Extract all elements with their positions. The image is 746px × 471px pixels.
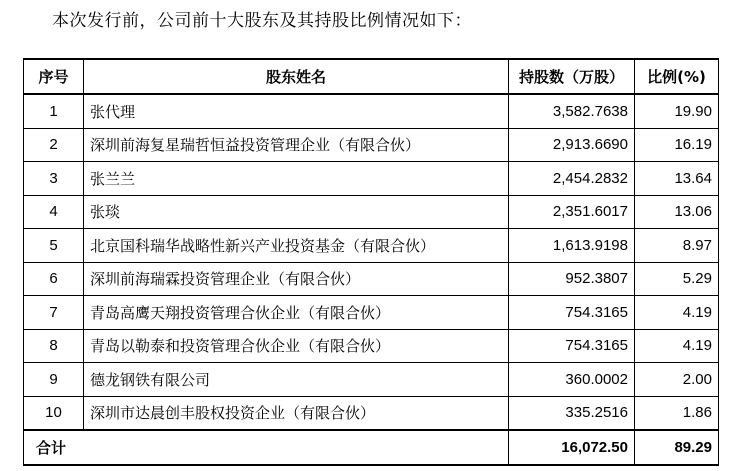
total-label: 合计 xyxy=(24,430,509,465)
table-row xyxy=(24,195,719,229)
row-name: 张琰 xyxy=(84,195,509,229)
row-shares: 754.3165 xyxy=(509,296,635,330)
header-pct: 比例(%) xyxy=(635,59,719,94)
intro-text: 本次发行前，公司前十大股东及其持股比例情况如下： xyxy=(52,11,472,31)
header-name: 股东姓名 xyxy=(84,59,509,94)
table-row xyxy=(24,262,719,296)
header-no: 序号 xyxy=(24,59,84,94)
row-shares: 952.3807 xyxy=(509,262,635,296)
row-pct: 13.06 xyxy=(635,195,719,229)
table-row xyxy=(24,162,719,196)
row-pct: 8.97 xyxy=(635,229,719,263)
row-pct: 4.19 xyxy=(635,296,719,330)
row-name: 青岛高鹰天翔投资管理合伙企业（有限合伙） xyxy=(84,296,509,330)
table-row xyxy=(24,329,719,363)
row-shares: 3,582.7638 xyxy=(509,94,635,128)
total-row xyxy=(24,430,719,465)
table-row xyxy=(24,396,719,430)
row-shares: 2,454.2832 xyxy=(509,162,635,196)
row-no: 10 xyxy=(24,396,84,430)
row-no: 3 xyxy=(24,162,84,196)
row-shares: 1,613.9198 xyxy=(509,229,635,263)
row-no: 8 xyxy=(24,329,84,363)
row-name: 张兰兰 xyxy=(84,162,509,196)
row-name: 北京国科瑞华战略性新兴产业投资基金（有限合伙） xyxy=(84,229,509,263)
row-no: 2 xyxy=(24,128,84,162)
row-name: 深圳前海复星瑞哲恒益投资管理企业（有限合伙） xyxy=(84,128,509,162)
row-name: 深圳前海瑞霖投资管理企业（有限合伙） xyxy=(84,262,509,296)
table-row xyxy=(24,363,719,397)
row-shares: 754.3165 xyxy=(509,329,635,363)
row-shares: 2,913.6690 xyxy=(509,128,635,162)
row-pct: 2.00 xyxy=(635,363,719,397)
row-no: 1 xyxy=(24,94,84,128)
row-shares: 335.2516 xyxy=(509,396,635,430)
row-name: 青岛以勒泰和投资管理合伙企业（有限合伙） xyxy=(84,329,509,363)
row-no: 9 xyxy=(24,363,84,397)
row-pct: 16.19 xyxy=(635,128,719,162)
table-row xyxy=(24,296,719,330)
row-pct: 13.64 xyxy=(635,162,719,196)
row-no: 7 xyxy=(24,296,84,330)
row-no: 4 xyxy=(24,195,84,229)
row-name: 深圳市达晨创丰股权投资企业（有限合伙） xyxy=(84,396,509,430)
row-pct: 5.29 xyxy=(635,262,719,296)
total-shares: 16,072.50 xyxy=(509,430,635,465)
row-pct: 4.19 xyxy=(635,329,719,363)
row-no: 6 xyxy=(24,262,84,296)
shareholders-table xyxy=(23,58,719,466)
row-name: 张代理 xyxy=(84,94,509,128)
table-header-row xyxy=(24,59,719,94)
row-no: 5 xyxy=(24,229,84,263)
total-pct: 89.29 xyxy=(635,430,719,465)
header-shares: 持股数（万股） xyxy=(509,59,635,94)
table-row xyxy=(24,94,719,128)
row-name: 德龙钢铁有限公司 xyxy=(84,363,509,397)
row-shares: 360.0002 xyxy=(509,363,635,397)
row-pct: 1.86 xyxy=(635,396,719,430)
row-pct: 19.90 xyxy=(635,94,719,128)
table-row xyxy=(24,229,719,263)
row-shares: 2,351.6017 xyxy=(509,195,635,229)
table-row xyxy=(24,128,719,162)
